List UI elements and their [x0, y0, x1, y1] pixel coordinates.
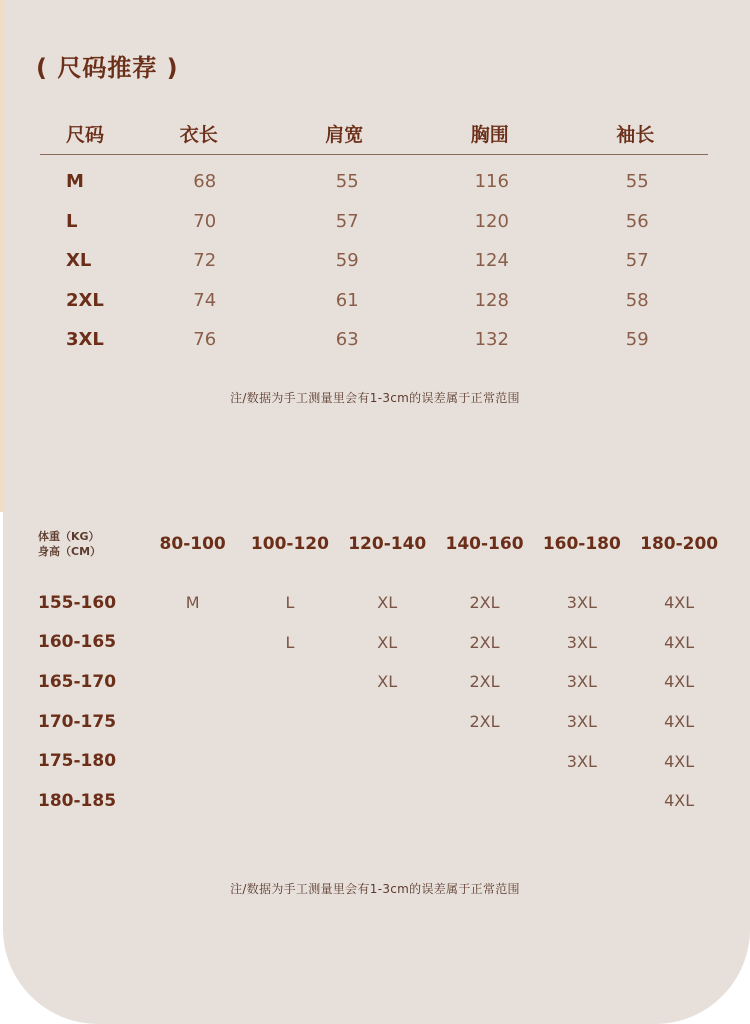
header-sleeve: 袖长 — [616, 123, 655, 146]
recommended-size: 4XL — [664, 791, 695, 811]
recommended-size: XL — [377, 672, 398, 692]
recommended-size: XL — [377, 632, 398, 652]
weight-range-header: 140-160 — [445, 534, 524, 554]
recommended-size: 4XL — [664, 672, 695, 692]
weight-range-header: 160-180 — [542, 534, 621, 554]
table-row — [40, 320, 708, 360]
recommended-size: 3XL — [566, 712, 597, 732]
size-label: M — [66, 171, 84, 193]
measurement-note-bottom: 注/数据为手工测量里会有1-3cm的误差属于正常范围 — [230, 882, 520, 896]
weight-range-header: 80-100 — [159, 534, 226, 554]
table-row — [40, 202, 708, 242]
recommendation-table — [38, 527, 728, 821]
height-range-label: 155-160 — [38, 592, 117, 613]
recommended-size: M — [185, 593, 200, 613]
measurement-value: 56 — [625, 210, 649, 232]
header-size: 尺码 — [66, 123, 105, 146]
weight-range-header: 120-140 — [348, 534, 427, 554]
measurement-note-top: 注/数据为手工测量里会有1-3cm的误差属于正常范围 — [230, 391, 520, 405]
table-row — [38, 702, 728, 742]
measurement-value: 128 — [474, 289, 509, 311]
recommended-size: 2XL — [469, 712, 500, 732]
recommended-size: 4XL — [664, 593, 695, 613]
weight-range-header: 180-200 — [640, 534, 719, 554]
measurement-value: 61 — [335, 289, 359, 311]
height-range-label: 170-175 — [38, 711, 117, 732]
table-row — [38, 741, 728, 781]
recommended-size: 3XL — [566, 632, 597, 652]
recommended-size: 2XL — [469, 632, 500, 652]
table-corner-label — [38, 529, 144, 559]
table-row — [40, 162, 708, 202]
recommended-size: 2XL — [469, 672, 500, 692]
header-chest: 胸围 — [470, 123, 509, 146]
height-range-label: 165-170 — [38, 671, 117, 692]
table-row — [38, 662, 728, 702]
measurement-value: 57 — [625, 250, 649, 272]
size-label: 2XL — [66, 289, 104, 311]
table-row — [40, 241, 708, 281]
section-title: ( 尺码推荐 ) — [36, 54, 179, 82]
weight-range-header: 100-120 — [250, 534, 329, 554]
measurement-value: 120 — [474, 210, 509, 232]
measurement-value: 58 — [625, 289, 649, 311]
height-range-label: 175-180 — [38, 751, 117, 772]
measurement-value: 72 — [193, 250, 217, 272]
recommended-size: L — [285, 632, 295, 652]
corner-height-label: 身高（CM） — [38, 545, 102, 558]
measurement-value: 116 — [474, 171, 509, 193]
table-row — [40, 281, 708, 321]
table-row — [38, 781, 728, 821]
measurement-value: 55 — [335, 171, 359, 193]
recommended-size: 3XL — [566, 593, 597, 613]
measurement-value: 124 — [474, 250, 509, 272]
recommended-size: 4XL — [664, 632, 695, 652]
measurement-value: 59 — [625, 329, 649, 351]
recommended-size: 2XL — [469, 593, 500, 613]
size-label: L — [66, 210, 78, 232]
table-row — [38, 623, 728, 663]
height-range-label: 180-185 — [38, 790, 117, 811]
measurement-value: 59 — [335, 250, 359, 272]
header-shoulder: 肩宽 — [325, 123, 364, 146]
measurement-value: 76 — [193, 329, 217, 351]
recommended-size: 4XL — [664, 751, 695, 771]
recommended-size: 3XL — [566, 672, 597, 692]
size-table — [40, 112, 708, 360]
recommended-size: 4XL — [664, 712, 695, 732]
corner-weight-label: 体重（KG） — [38, 530, 100, 543]
size-label: XL — [66, 250, 92, 272]
measurement-value: 55 — [625, 171, 649, 193]
height-range-label: 160-165 — [38, 632, 117, 653]
measurement-value: 70 — [193, 210, 217, 232]
size-table-body — [40, 162, 708, 360]
size-table-header — [40, 112, 708, 155]
recommended-size: 3XL — [566, 751, 597, 771]
table-row — [38, 583, 728, 623]
measurement-value: 74 — [193, 289, 217, 311]
recommendation-table-header — [38, 527, 728, 561]
measurement-value: 68 — [193, 171, 217, 193]
recommended-size: XL — [377, 593, 398, 613]
size-label: 3XL — [66, 329, 104, 351]
measurement-value: 57 — [335, 210, 359, 232]
measurement-value: 63 — [335, 329, 359, 351]
header-length: 衣长 — [179, 123, 218, 146]
panel-edge-strip — [0, 0, 3, 512]
recommendation-table-body — [38, 583, 728, 821]
measurement-value: 132 — [474, 329, 509, 351]
recommended-size: L — [285, 593, 295, 613]
